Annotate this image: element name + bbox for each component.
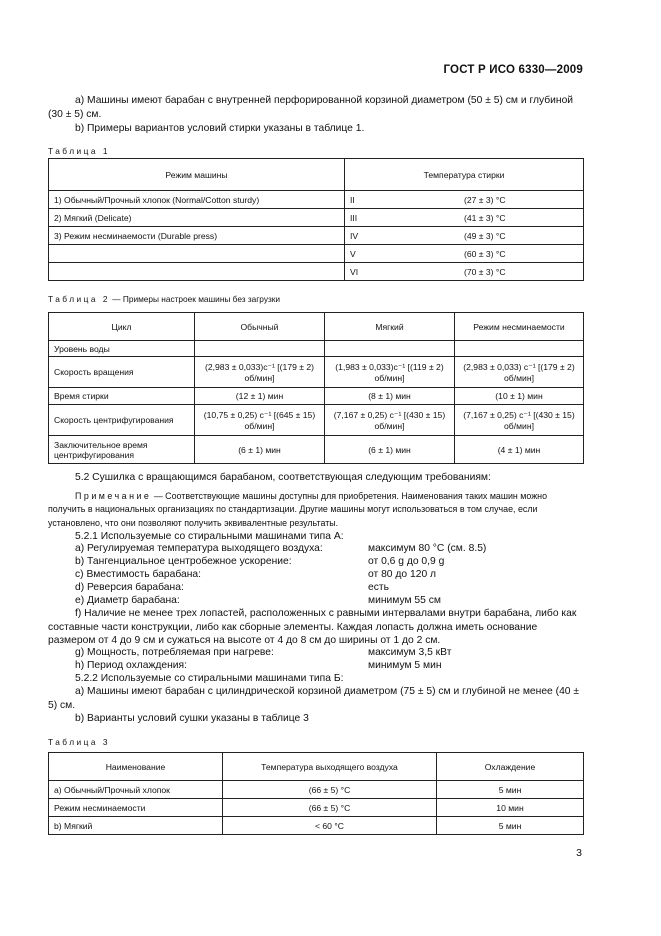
table-row bbox=[49, 781, 584, 799]
table2-header-cycle: Цикл bbox=[49, 313, 195, 341]
table1-cell: (49 ± 3) °C bbox=[387, 227, 584, 245]
table3 bbox=[48, 752, 584, 835]
table3-cell: (66 ± 5) °C bbox=[223, 799, 437, 817]
paragraph-b2: b) Варианты условий сушки указаны в таблице 3 bbox=[75, 713, 309, 724]
table-row bbox=[49, 341, 584, 357]
list-value: от 80 до 120 л bbox=[368, 569, 437, 580]
table1 bbox=[48, 158, 584, 281]
table-row bbox=[49, 817, 584, 835]
table2-cell bbox=[195, 341, 325, 357]
table2-cell: (7,167 ± 0,25) с⁻¹ [(430 ± 15) об/мин] bbox=[455, 405, 584, 436]
note bbox=[48, 490, 583, 530]
table2-cell: (6 ± 1) мин bbox=[195, 436, 325, 464]
table1-cell: 2) Мягкий (Delicate) bbox=[49, 209, 345, 227]
table1-cell: (60 ± 3) °C bbox=[387, 245, 584, 263]
document-header: ГОСТ Р ИСО 6330—2009 bbox=[443, 64, 583, 76]
table2-label: Скорость вращения bbox=[49, 357, 195, 388]
table3-cell: < 60 °C bbox=[223, 817, 437, 835]
table2-cell: (2,983 ± 0,033)с⁻¹ [(179 ± 2) об/мин] bbox=[195, 357, 325, 388]
list-item bbox=[75, 647, 274, 658]
table-row bbox=[49, 245, 584, 263]
table3-header-temp: Температура выходящего воздуха bbox=[223, 753, 437, 781]
table-row bbox=[49, 191, 584, 209]
table-row bbox=[49, 227, 584, 245]
table2-cell bbox=[455, 341, 584, 357]
table1-cell: III bbox=[345, 209, 387, 227]
table2-label: Время стирки bbox=[49, 388, 195, 405]
list-label: h) Период охлаждения: bbox=[75, 660, 187, 671]
list-item bbox=[75, 582, 184, 593]
table3-header-name: Наименование bbox=[49, 753, 223, 781]
table2-label: Уровень воды bbox=[49, 341, 195, 357]
section-5-2: 5.2 Сушилка с вращающимся барабаном, соответствующая следующим требованиям: bbox=[75, 472, 491, 483]
table-row bbox=[49, 263, 584, 281]
list-value: минимум 55 см bbox=[368, 595, 441, 606]
list-label: g) Мощность, потребляемая при нагреве: bbox=[75, 647, 274, 658]
table2-header-delicate: Мягкий bbox=[325, 313, 455, 341]
table1-cell: IV bbox=[345, 227, 387, 245]
table1-cell: V bbox=[345, 245, 387, 263]
table2-cell: (10,75 ± 0,25) с⁻¹ [(645 ± 15) об/мин] bbox=[195, 405, 325, 436]
table3-cell: 5 мин bbox=[437, 817, 584, 835]
table-row bbox=[49, 436, 584, 464]
list-value: максимум 3,5 кВт bbox=[368, 647, 452, 658]
table2-cell: (4 ± 1) мин bbox=[455, 436, 584, 464]
table2-caption-text: — Примеры настроек машины без загрузки bbox=[112, 294, 281, 304]
table-row bbox=[49, 799, 584, 817]
table2-cell: (6 ± 1) мин bbox=[325, 436, 455, 464]
list-item bbox=[75, 595, 180, 606]
table2-cell bbox=[325, 341, 455, 357]
table1-cell bbox=[49, 263, 345, 281]
table2-cell: (10 ± 1) мин bbox=[455, 388, 584, 405]
table1-header-temp: Температура стирки bbox=[345, 159, 584, 191]
note-label: Примечание bbox=[75, 491, 152, 501]
list-item bbox=[75, 543, 323, 554]
table2-cell: (2,983 ± 0,033) с⁻¹ [(179 ± 2) об/мин] bbox=[455, 357, 584, 388]
table-row bbox=[49, 405, 584, 436]
table3-cell: Режим несминаемости bbox=[49, 799, 223, 817]
section-5-2-1: 5.2.1 Используемые со стиральными машинами типа А: bbox=[75, 531, 344, 542]
list-label: b) Тангенциальное центробежное ускорение: bbox=[75, 556, 292, 567]
list-item bbox=[75, 660, 187, 671]
table-row bbox=[49, 357, 584, 388]
table-row bbox=[49, 388, 584, 405]
table2-cell: (8 ± 1) мин bbox=[325, 388, 455, 405]
table1-header-mode: Режим машины bbox=[49, 159, 345, 191]
table2-cell: (1,983 ± 0,033)с⁻¹ [(119 ± 2) об/мин] bbox=[325, 357, 455, 388]
table1-cell bbox=[49, 245, 345, 263]
list-value: минимум 5 мин bbox=[368, 660, 442, 671]
table3-cell: 5 мин bbox=[437, 781, 584, 799]
table2-header-normal: Обычный bbox=[195, 313, 325, 341]
table3-cell: (66 ± 5) °C bbox=[223, 781, 437, 799]
section-5-2-2: 5.2.2 Используемые со стиральными машинами типа Б: bbox=[75, 673, 344, 684]
table2-label: Скорость центрифугирования bbox=[49, 405, 195, 436]
table2 bbox=[48, 312, 584, 464]
list-label: e) Диаметр барабана: bbox=[75, 595, 180, 606]
table3-cell: 10 мин bbox=[437, 799, 584, 817]
table2-cell: (12 ± 1) мин bbox=[195, 388, 325, 405]
paragraph-a: а) Машины имеют барабан с внутренней перфорированной корзиной диаметром (50 ± 5) см и глубиной (30 ± 5) см. bbox=[48, 95, 574, 120]
list-label: c) Вместимость барабана: bbox=[75, 569, 202, 580]
table-row bbox=[49, 209, 584, 227]
table3-caption: Таблица 3 bbox=[48, 737, 110, 747]
table1-cell: (27 ± 3) °C bbox=[387, 191, 584, 209]
paragraph-f: f) Наличие не менее трех лопастей, расположенных с равными интервалами внутри барабана, либо как составные части конструкции, либо как сборные элементы. Каждая лопасть должна иметь основание размером от 4 до 9 см и сужаться на высоте от 4 до 8 см до ширины от 1 до 2 см. bbox=[48, 608, 577, 646]
table3-header-cooling: Охлаждение bbox=[437, 753, 584, 781]
table1-cell: 3) Режим несминаемости (Durable press) bbox=[49, 227, 345, 245]
table1-cell: VI bbox=[345, 263, 387, 281]
list-value: максимум 80 °C (см. 8.5) bbox=[368, 543, 487, 554]
note-text: — Соответствующие машины доступны для приобретения. Наименования таких машин можно получить в национальных организациях по стандартизации. Другие машины могут использоваться в том случае, если установлено, что они позволяют получить эквивалентные результаты. bbox=[48, 491, 548, 528]
table3-cell: а) Обычный/Прочный хлопок bbox=[49, 781, 223, 799]
paragraph-b: b) Примеры вариантов условий стирки указаны в таблице 1. bbox=[75, 123, 365, 134]
table1-cell: 1) Обычный/Прочный хлопок (Normal/Cotton sturdy) bbox=[49, 191, 345, 209]
table1-cell: (41 ± 3) °C bbox=[387, 209, 584, 227]
table2-cell: (7,167 ± 0,25) с⁻¹ [(430 ± 15) об/мин] bbox=[325, 405, 455, 436]
table1-caption: Таблица 1 bbox=[48, 146, 110, 156]
page-number: 3 bbox=[576, 847, 582, 859]
table2-caption bbox=[48, 294, 280, 304]
table2-caption-label: Таблица 2 bbox=[48, 294, 110, 304]
list-value: есть bbox=[368, 582, 389, 593]
table3-cell: b) Мягкий bbox=[49, 817, 223, 835]
table2-label: Заключительное время центрифугирования bbox=[49, 436, 195, 464]
list-value: от 0,6 g до 0,9 g bbox=[368, 556, 445, 567]
table1-cell: (70 ± 3) °C bbox=[387, 263, 584, 281]
list-label: d) Реверсия барабана: bbox=[75, 582, 184, 593]
table1-cell: II bbox=[345, 191, 387, 209]
list-item bbox=[75, 556, 292, 567]
paragraph-a2: а) Машины имеют барабан с цилиндрической корзиной диаметром (75 ± 5) см и глубиной не менее (40 ± 5) см. bbox=[48, 686, 580, 711]
list-label: а) Регулируемая температура выходящего воздуха: bbox=[75, 543, 323, 554]
table2-header-durable: Режим несминаемости bbox=[455, 313, 584, 341]
list-item bbox=[75, 569, 201, 580]
